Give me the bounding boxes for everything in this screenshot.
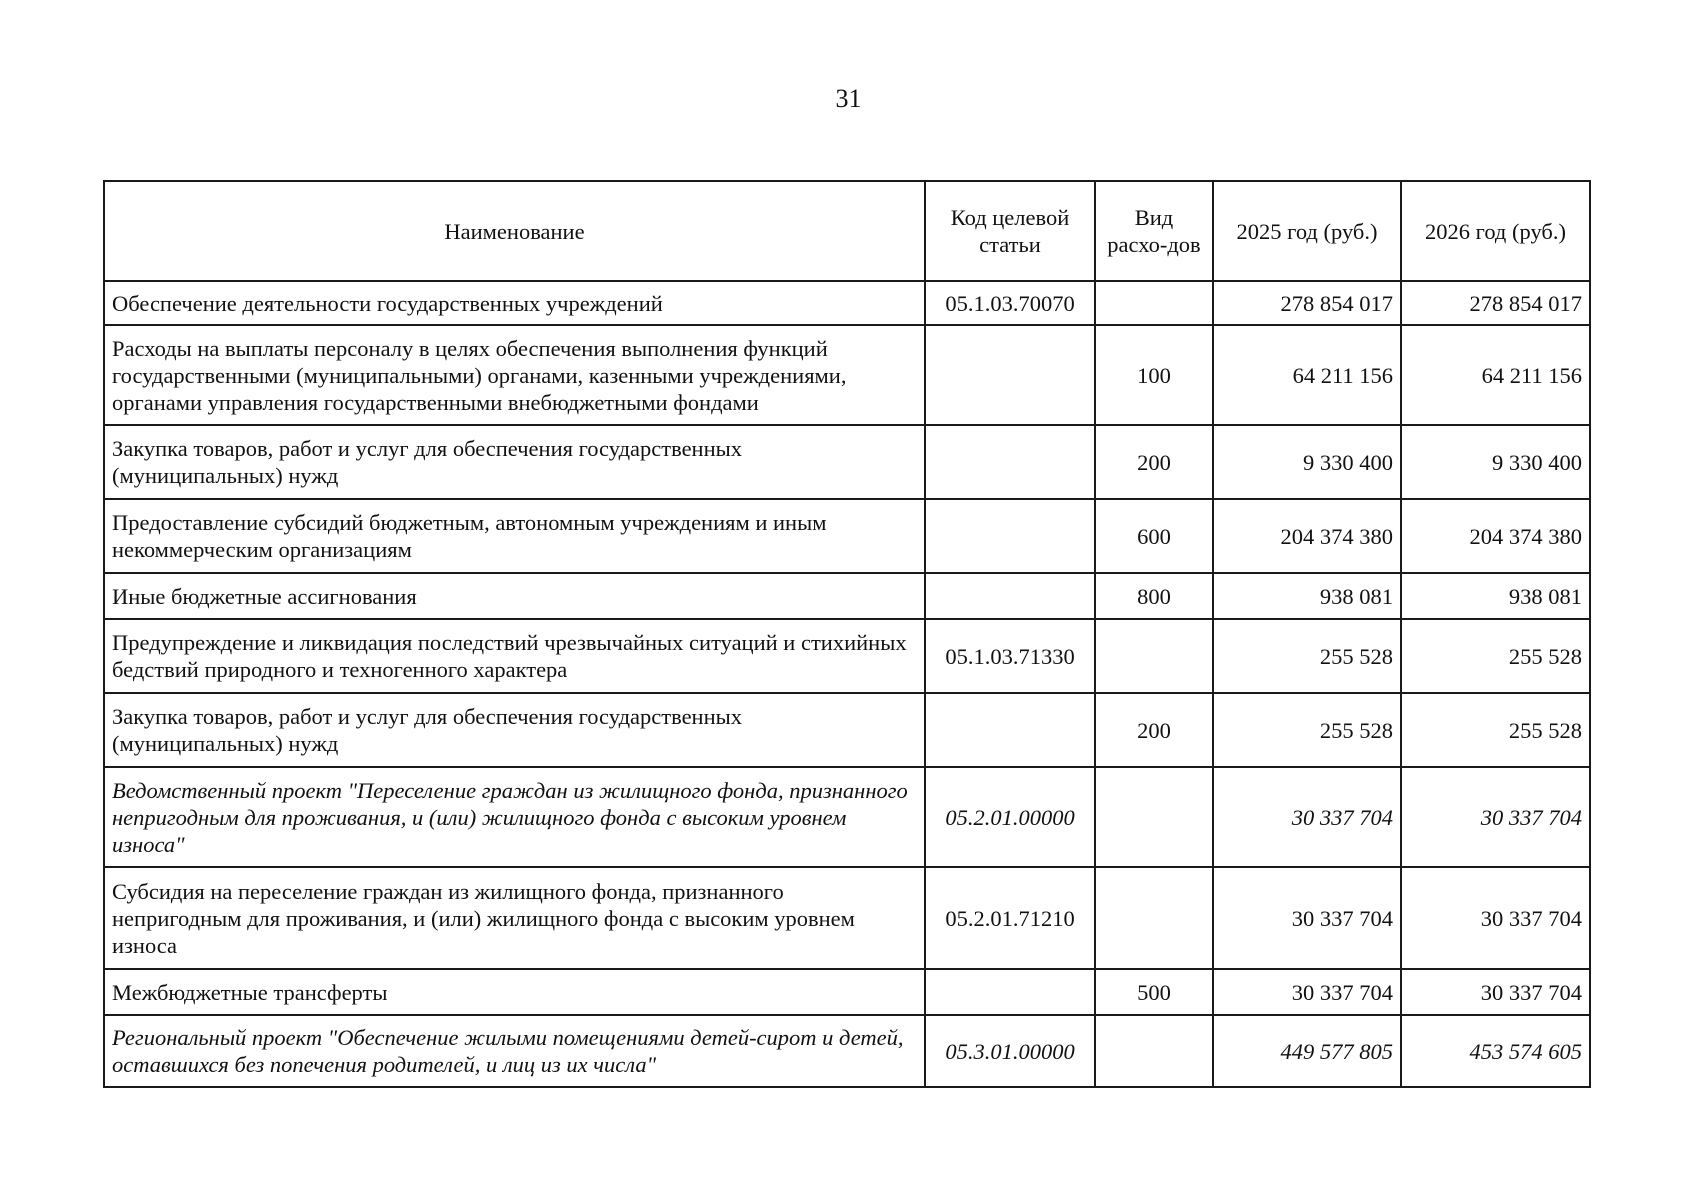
row-vid [1095, 867, 1213, 969]
row-2025: 449 577 805 [1213, 1015, 1401, 1087]
header-2026: 2026 год (руб.) [1401, 181, 1590, 281]
header-2025: 2025 год (руб.) [1213, 181, 1401, 281]
row-2025: 255 528 [1213, 693, 1401, 767]
row-code: 05.1.03.71330 [925, 619, 1095, 693]
row-2026: 204 374 380 [1401, 499, 1590, 573]
row-name: Предоставление субсидий бюджетным, автономным учреждениям и иным некоммерческим организациям [104, 499, 925, 573]
row-code [925, 425, 1095, 499]
row-code [925, 499, 1095, 573]
table-row [104, 693, 1590, 767]
header-code: Код целевой статьи [925, 181, 1095, 281]
row-name: Расходы на выплаты персоналу в целях обеспечения выполнения функций государственными (муниципальными) органами, казенными учреждениями, органами управления государственными внебюджетными фондами [104, 325, 925, 425]
row-code: 05.2.01.00000 [925, 767, 1095, 867]
row-2026: 9 330 400 [1401, 425, 1590, 499]
row-2025: 278 854 017 [1213, 281, 1401, 325]
row-code: 05.3.01.00000 [925, 1015, 1095, 1087]
row-vid: 800 [1095, 573, 1213, 619]
row-vid: 200 [1095, 425, 1213, 499]
row-code [925, 325, 1095, 425]
table-row [104, 325, 1590, 425]
row-code [925, 573, 1095, 619]
table-row [104, 1015, 1590, 1087]
row-2026: 938 081 [1401, 573, 1590, 619]
row-2026: 255 528 [1401, 619, 1590, 693]
budget-table [103, 180, 1591, 1088]
row-2026: 255 528 [1401, 693, 1590, 767]
row-2026: 278 854 017 [1401, 281, 1590, 325]
row-2025: 204 374 380 [1213, 499, 1401, 573]
row-code [925, 693, 1095, 767]
row-code [925, 969, 1095, 1015]
table-row [104, 499, 1590, 573]
table-row [104, 573, 1590, 619]
table-row [104, 867, 1590, 969]
row-vid [1095, 281, 1213, 325]
row-2025: 938 081 [1213, 573, 1401, 619]
row-vid: 500 [1095, 969, 1213, 1015]
table-row [104, 969, 1590, 1015]
row-2026: 30 337 704 [1401, 767, 1590, 867]
row-code: 05.1.03.70070 [925, 281, 1095, 325]
table-row [104, 619, 1590, 693]
row-name: Иные бюджетные ассигнования [104, 573, 925, 619]
header-name: Наименование [104, 181, 925, 281]
row-2025: 30 337 704 [1213, 867, 1401, 969]
row-name: Закупка товаров, работ и услуг для обеспечения государственных (муниципальных) нужд [104, 425, 925, 499]
row-2026: 64 211 156 [1401, 325, 1590, 425]
row-vid: 600 [1095, 499, 1213, 573]
row-vid [1095, 1015, 1213, 1087]
table-row [104, 425, 1590, 499]
row-2026: 30 337 704 [1401, 867, 1590, 969]
row-vid: 200 [1095, 693, 1213, 767]
row-2025: 64 211 156 [1213, 325, 1401, 425]
table-row [104, 767, 1590, 867]
row-name: Субсидия на переселение граждан из жилищного фонда, признанного непригодным для проживания, и (или) жилищного фонда с высоким уровнем износа [104, 867, 925, 969]
row-2026: 453 574 605 [1401, 1015, 1590, 1087]
row-name: Обеспечение деятельности государственных учреждений [104, 281, 925, 325]
row-name: Региональный проект "Обеспечение жилыми помещениями детей-сирот и детей, оставшихся без попечения родителей, и лиц из их числа" [104, 1015, 925, 1087]
row-2026: 30 337 704 [1401, 969, 1590, 1015]
row-2025: 255 528 [1213, 619, 1401, 693]
row-name: Закупка товаров, работ и услуг для обеспечения государственных (муниципальных) нужд [104, 693, 925, 767]
row-vid [1095, 767, 1213, 867]
row-vid: 100 [1095, 325, 1213, 425]
row-2025: 30 337 704 [1213, 969, 1401, 1015]
row-name: Предупреждение и ликвидация последствий чрезвычайных ситуаций и стихийных бедствий природного и техногенного характера [104, 619, 925, 693]
row-name: Межбюджетные трансферты [104, 969, 925, 1015]
header-vid: Вид расхо-дов [1095, 181, 1213, 281]
row-name: Ведомственный проект "Переселение граждан из жилищного фонда, признанного непригодным для проживания, и (или) жилищного фонда с высоким уровнем износа" [104, 767, 925, 867]
table-header-row [104, 181, 1590, 281]
row-vid [1095, 619, 1213, 693]
page-number: 31 [835, 84, 862, 113]
row-code: 05.2.01.71210 [925, 867, 1095, 969]
row-2025: 30 337 704 [1213, 767, 1401, 867]
row-2025: 9 330 400 [1213, 425, 1401, 499]
table-row [104, 281, 1590, 325]
